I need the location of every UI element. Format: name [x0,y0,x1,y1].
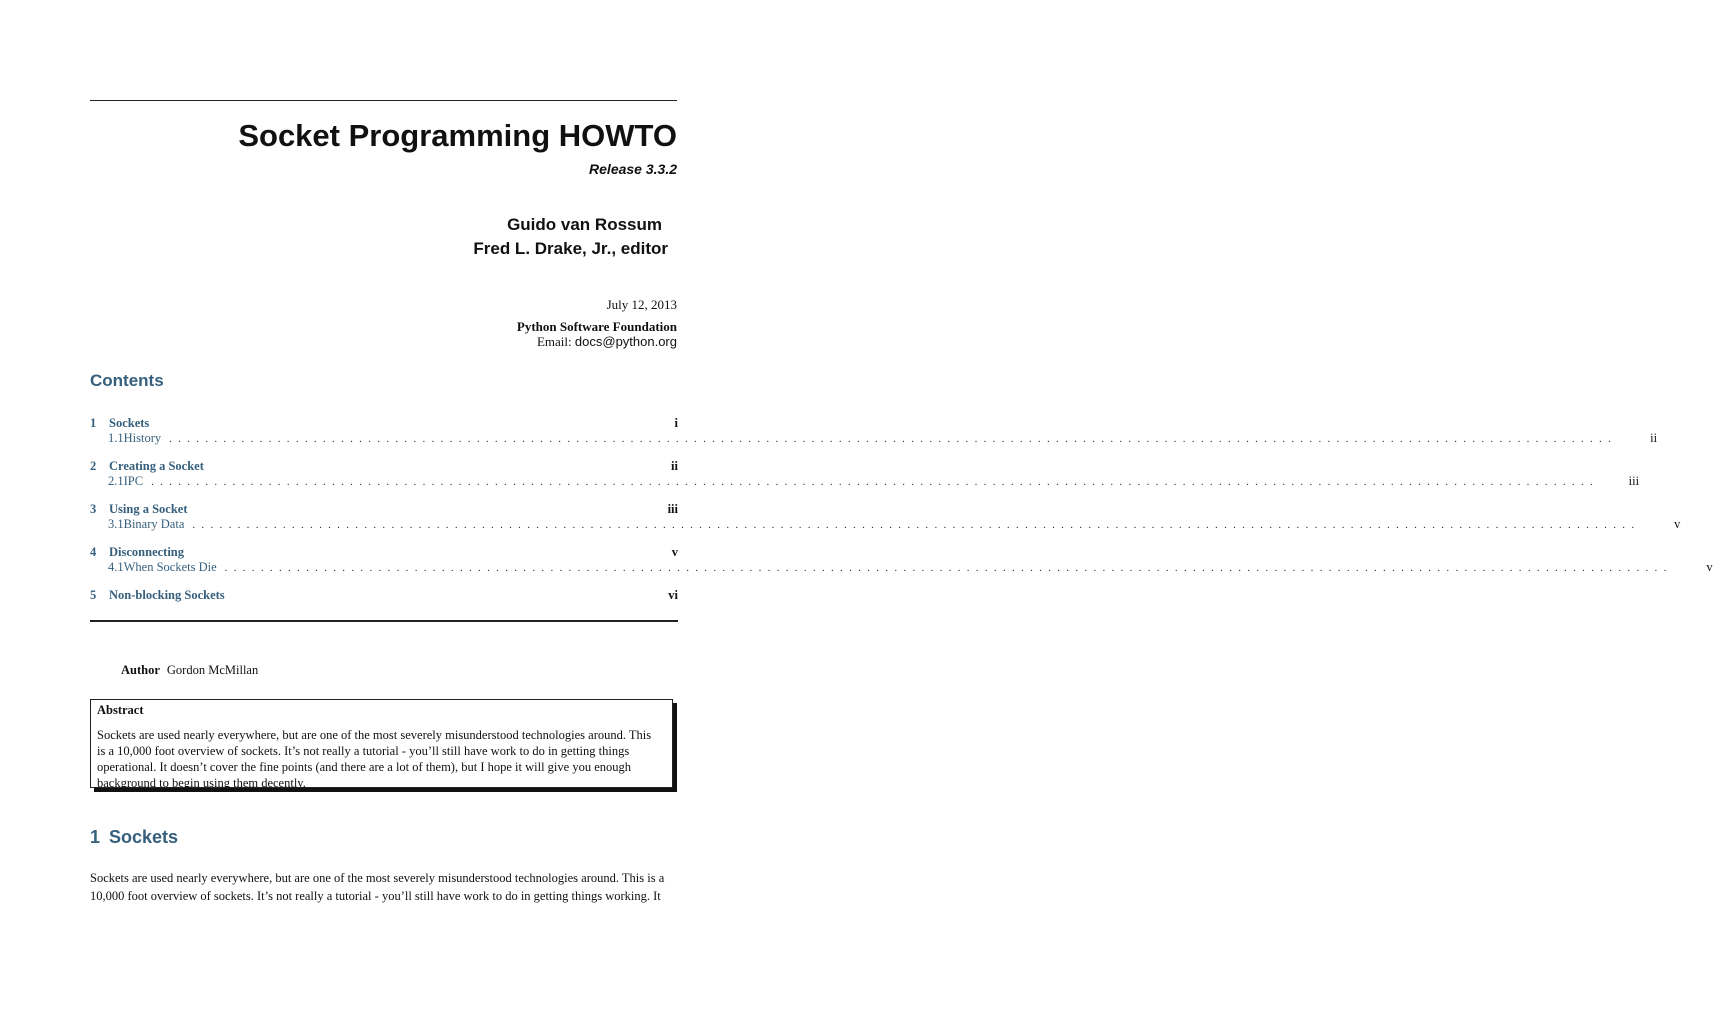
abstract-line: Sockets are used nearly everywhere, but are one of the most severely misunderstood technologies around. This [97,728,652,742]
toc-page: i [674,416,678,430]
release-label: Release 3.3.2 [589,161,677,177]
email-label: Email: [536,334,572,349]
toc-link[interactable]: Using a Socket [109,502,188,516]
author-field-label: Author [121,663,160,677]
abstract-line: background to begin using them decently. [97,776,306,790]
toc-page: v [671,545,678,559]
toc-number: 2.1 [108,474,124,488]
toc-link[interactable]: Disconnecting [109,545,184,559]
toc-link[interactable]: IPC [123,474,144,488]
table-of-contents [90,416,1713,616]
toc-subentry-1-1[interactable] [90,431,1658,446]
toc-group [90,416,1658,446]
toc-group [90,459,1640,489]
abstract-box [90,699,673,788]
toc-number: 3 [90,502,97,516]
toc-page: ii [1650,431,1658,445]
toc-leader-dots: ................................................................................................................................................................ [151,476,1600,488]
authors-block [473,213,668,261]
abstract-line: operational. It doesn’t cover the fine points (and there are a lot of them), but I hope it will give you enough [97,760,631,774]
body-line: 10,000 foot overview of sockets. It’s not really a tutorial - you’ll still have work to do in getting things working. It [90,889,661,903]
toc-link[interactable]: History [123,431,162,445]
toc-number: 1 [90,416,97,430]
email-link[interactable]: docs@python.org [574,334,677,349]
toc-entry-3[interactable] [90,502,678,517]
toc-number: 5 [90,588,97,602]
toc-link[interactable]: Creating a Socket [109,459,204,473]
toc-entry-1[interactable] [90,416,678,431]
toc-number: 1.1 [108,431,124,445]
toc-link[interactable]: Non-blocking Sockets [109,588,225,602]
toc-group [90,545,1713,575]
toc-page: v [1674,517,1681,531]
toc-entry-5[interactable] [90,588,678,603]
body-line: Sockets are used nearly everywhere, but are one of the most severely misunderstood technologies around. This is a [90,871,665,885]
toc-page: ii [671,459,678,473]
contents-heading: Contents [90,371,164,390]
toc-entry-4[interactable] [90,545,678,560]
author-name: Guido van Rossum [507,215,662,234]
toc-number: 2 [90,459,97,473]
toc-link[interactable]: Binary Data [123,517,185,531]
toc-page: vi [668,588,678,602]
toc-link[interactable]: Sockets [109,416,150,430]
toc-leader-dots: ................................................................................................................................................................ [169,433,1618,445]
author-field-value: Gordon McMillan [166,663,259,677]
toc-group [90,502,1681,532]
abstract-title: Abstract [97,703,144,717]
toc-leader-dots: ................................................................................................................................................................ [192,519,1641,531]
toc-leader-dots: ................................................................................................................................................................ [224,562,1673,574]
toc-subentry-3-1[interactable] [90,517,1681,532]
document-title: Socket Programming HOWTO [238,118,677,153]
toc-number: 4.1 [108,560,124,574]
toc-number: 4 [90,545,97,559]
email-line [537,334,677,350]
abstract-line: is a 10,000 foot overview of sockets. It’s not really a tutorial - you’ll still have work to do in getting things [97,744,630,758]
publication-date: July 12, 2013 [606,297,677,312]
toc-number: 3.1 [108,517,124,531]
toc-entry-2[interactable] [90,459,678,474]
section-number: 1 [90,827,101,847]
toc-group [90,588,678,603]
toc-page: iii [1628,474,1640,488]
section-heading-sockets [90,827,178,848]
section-title: Sockets [109,827,179,847]
author-field [121,663,258,678]
toc-page: iii [667,502,678,516]
toc-link[interactable]: When Sockets Die [123,560,217,574]
toc-page: v [1706,560,1713,574]
contents-bottom-rule [90,620,678,622]
organization-name: Python Software Foundation [516,319,677,334]
top-rule [90,100,677,101]
editor-name: Fred L. Drake, Jr., editor [473,239,668,258]
section-body [90,869,680,905]
toc-subentry-2-1[interactable] [90,474,1640,489]
toc-subentry-4-1[interactable] [90,560,1713,575]
